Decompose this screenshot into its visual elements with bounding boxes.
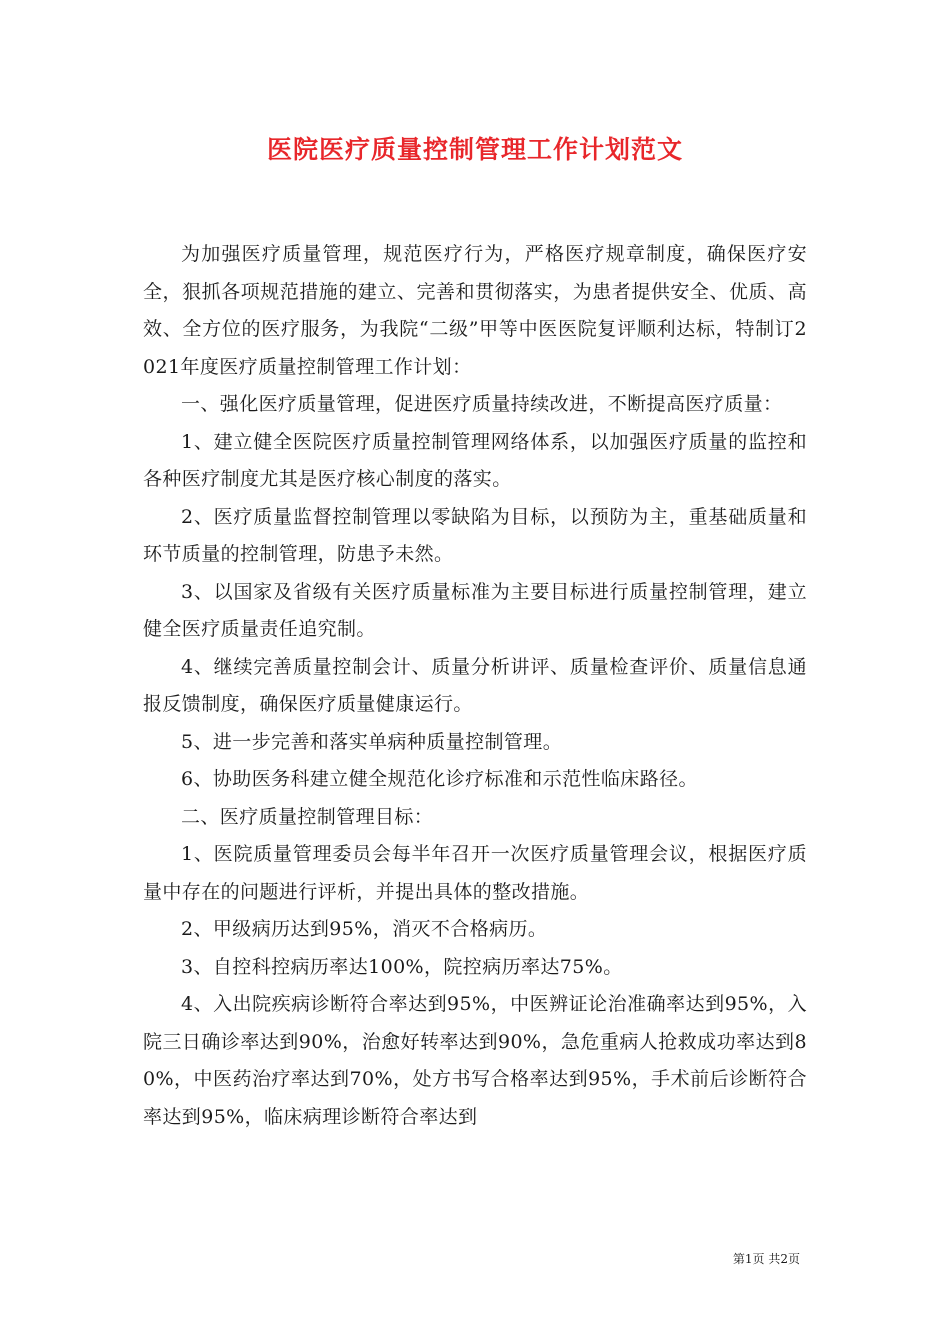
document-body [143, 236, 807, 1136]
paragraph-item: 4、入出院疾病诊断符合率达到95%，中医辨证论治准确率达到95%，入院三日确诊率达到90%，治愈好转率达到90%，急危重病人抢救成功率达到80%，中医药治疗率达到70%，处方书写合格率达到95%，手术前后诊断符合率达到95%，临床病理诊断符合率达到 [143, 993, 807, 1128]
page-number-footer: 第1页 共2页 [732, 1252, 800, 1266]
paragraph-intro: 为加强医疗质量管理，规范医疗行为，严格医疗规章制度，确保医疗安全，狠抓各项规范措施的建立、完善和贯彻落实，为患者提供安全、优质、高效、全方位的医疗服务，为我院“二级”甲等中医医院复评顺利达标，特制订2021年度医疗质量控制管理工作计划： [143, 243, 807, 378]
paragraph-item: 1、建立健全医院医疗质量控制管理网络体系，以加强医疗质量的监控和各种医疗制度尤其是医疗核心制度的落实。 [143, 430, 807, 490]
document-title: 医院医疗质量控制管理工作计划范文 [266, 135, 683, 164]
paragraph-section-1-heading: 一、强化医疗质量管理，促进医疗质量持续改进，不断提高医疗质量： [181, 393, 783, 415]
paragraph-item: 1、医院质量管理委员会每半年召开一次医疗质量管理会议，根据医疗质量中存在的问题进行评析，并提出具体的整改措施。 [143, 843, 807, 903]
paragraph-item: 2、甲级病历达到95%，消灭不合格病历。 [181, 918, 548, 940]
paragraph-item: 2、医疗质量监督控制管理以零缺陷为目标，以预防为主，重基础质量和环节质量的控制管理，防患予未然。 [143, 505, 807, 565]
paragraph-item: 4、继续完善质量控制会计、质量分析讲评、质量检查评价、质量信息通报反馈制度，确保医疗质量健康运行。 [143, 655, 807, 715]
paragraph-section-2-heading: 二、医疗质量控制管理目标： [181, 805, 434, 828]
paragraph-item: 6、协助医务科建立健全规范化诊疗标准和示范性临床路径。 [181, 768, 698, 790]
paragraph-item: 3、自控科控病历率达100%，院控病历率达75%。 [181, 955, 623, 978]
paragraph-item: 3、以国家及省级有关医疗质量标准为主要目标进行质量控制管理，建立健全医疗质量责任追究制。 [143, 580, 807, 640]
paragraph-item: 5、进一步完善和落实单病种质量控制管理。 [181, 730, 563, 753]
